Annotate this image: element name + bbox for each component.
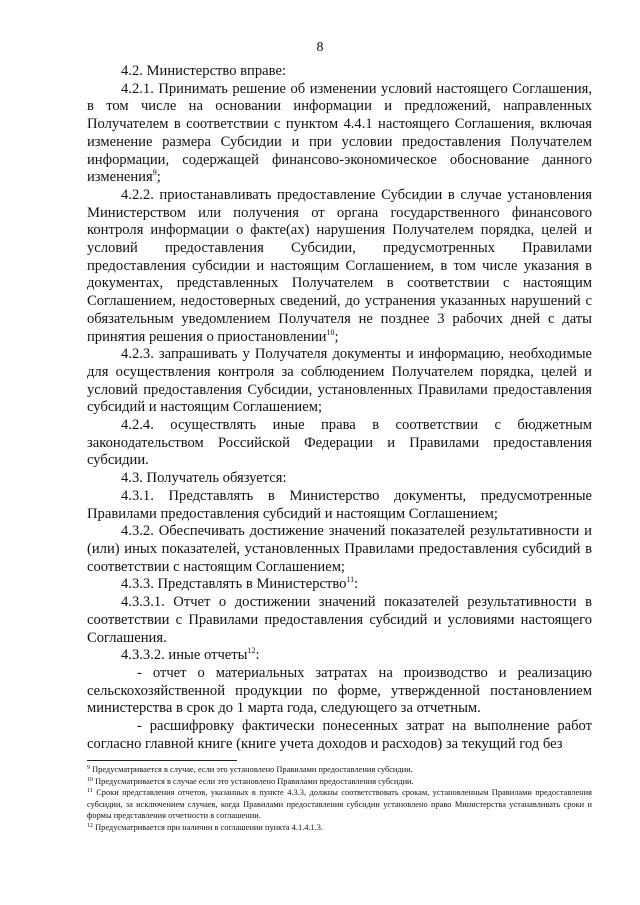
page-number: 8 <box>316 40 324 55</box>
paragraph-4-3-3 <box>87 576 592 594</box>
footnote-9 <box>87 764 592 776</box>
paragraph-text: 4.3.2. Обеспечивать достижение значений показателей результативности и (или) иных показателей, установленных Правилами предоставления субсидий в соответствии с настоящим Соглашением; <box>87 523 592 575</box>
paragraph-text: 4.3.3. Представлять в Министерство <box>121 576 347 593</box>
footnote-text: Предусматривается при наличии в соглашении пункта 4.1.4.1.3. <box>93 822 324 832</box>
document-body <box>87 63 592 753</box>
footnote-number: 9 <box>87 765 90 771</box>
footnote-number: 11 <box>87 788 93 794</box>
footnote-text: Предусматривается в случае если это установлено Правилами предоставления субсидии. <box>93 776 414 786</box>
footnote-ref: 9 <box>152 168 157 178</box>
paragraph-4-3-1 <box>87 488 592 523</box>
paragraph-4-2-1 <box>87 81 592 187</box>
paragraph-text: - расшифровку фактически понесенных затрат на выполнение работ согласно главной книге (книге учета доходов и расходов) за текущий год без <box>87 718 592 752</box>
paragraph-4-2-2 <box>87 187 592 346</box>
paragraph-text: 4.3. Получатель обязуется: <box>121 470 287 487</box>
paragraph-text: 4.2.4. осуществлять иные права в соответствии с бюджетным законодательством Российской Федерации и Правилами предоставления субсидии. <box>87 417 592 469</box>
footnote-separator <box>87 760 237 761</box>
footnote-11 <box>87 787 592 822</box>
paragraph-text: 4.3.3.2. иные отчеты <box>121 647 248 664</box>
paragraph-text: 4.2. Министерство вправе: <box>121 63 286 79</box>
footnote-ref: 10 <box>326 327 335 337</box>
footnote-text: Сроки представления отчетов, указанных в пункте 4.3.3, должны соответствовать срокам, установленным Правилами предоставления субсидии, за исключением случаев, когда Правилами предоставления субсидии установлено право Министерства устанавливать сроки и формы представления отчетности в соглашении. <box>87 788 592 820</box>
paragraph-4-2-3 <box>87 346 592 417</box>
paragraph-text: 4.3.3.1. Отчет о достижении значений показателей результативности в соответствии с Правилами предоставления субсидий и условиями настоящего Соглашения. <box>87 594 592 646</box>
paragraph-tail: ; <box>156 169 161 186</box>
paragraph-text: - отчет о материальных затратах на производство и реализацию сельскохозяйственной продукции по форме, утвержденной постановлением министерства в срок до 1 марта года, следующего за отчетным. <box>87 664 592 717</box>
footnote-12 <box>87 822 592 834</box>
paragraph-text: 4.2.2. приостанавливать предоставление Субсидии в случае установления Министерством или получения от органа государственного финансового контроля информации о факте(ах) нарушения Получателем порядка, целей и условий предоставления Субсидии, предусмотренных Правилами предоставления субсидии и настоящим Соглашением, в том числе указания в документах, представленных Получателем в соответствии с настоящим Соглашением, недостоверных сведений, до устранения указанных нарушений с обязательным уведомлением Получателя не позднее 3 рабочих дней с даты принятия решения о приостановлении <box>87 186 592 345</box>
footnote-10 <box>87 776 592 788</box>
paragraph-4-2-4 <box>87 417 592 470</box>
paragraph-4-3 <box>87 470 592 488</box>
footnotes <box>87 764 592 833</box>
paragraph-tail: : <box>255 647 260 664</box>
footnote-text: Предусматривается в случае, если это установлено Правилами предоставления субсидии. <box>90 765 413 774</box>
paragraph-tail: : <box>354 576 359 593</box>
paragraph-4-2 <box>87 63 592 81</box>
paragraph-4-3-3-2 <box>87 647 592 665</box>
footnote-ref: 11 <box>346 575 355 585</box>
bullet-item <box>87 718 592 753</box>
footnote-ref: 12 <box>247 646 256 656</box>
paragraph-text: 4.3.1. Представлять в Министерство документы, предусмотренные Правилами предоставления субсидий и настоящим Соглашением; <box>87 487 592 522</box>
paragraph-4-3-3-1 <box>87 594 592 647</box>
paragraph-4-3-2 <box>87 523 592 576</box>
bullet-item <box>87 665 592 718</box>
footnote-number: 10 <box>87 776 93 783</box>
paragraph-text: 4.2.1. Принимать решение об изменении условий настоящего Соглашения, в том числе на основании информации и предложений, направленных Получателем в соответствии с пунктом 4.4.1 настоящего Соглашения, включая изменение размера Субсидии и при условии предоставления Получателем информации, содержащей финансово-экономическое обоснование данного изменения <box>87 80 592 186</box>
footnote-number: 12 <box>87 822 93 829</box>
paragraph-text: 4.2.3. запрашивать у Получателя документы и информацию, необходимые для осуществления контроля за соблюдением Получателем порядка, целей и условий предоставления Субсидии, установленных Правилами предоставления субсидий и настоящим Соглашением; <box>87 346 592 416</box>
paragraph-tail: ; <box>334 328 339 345</box>
